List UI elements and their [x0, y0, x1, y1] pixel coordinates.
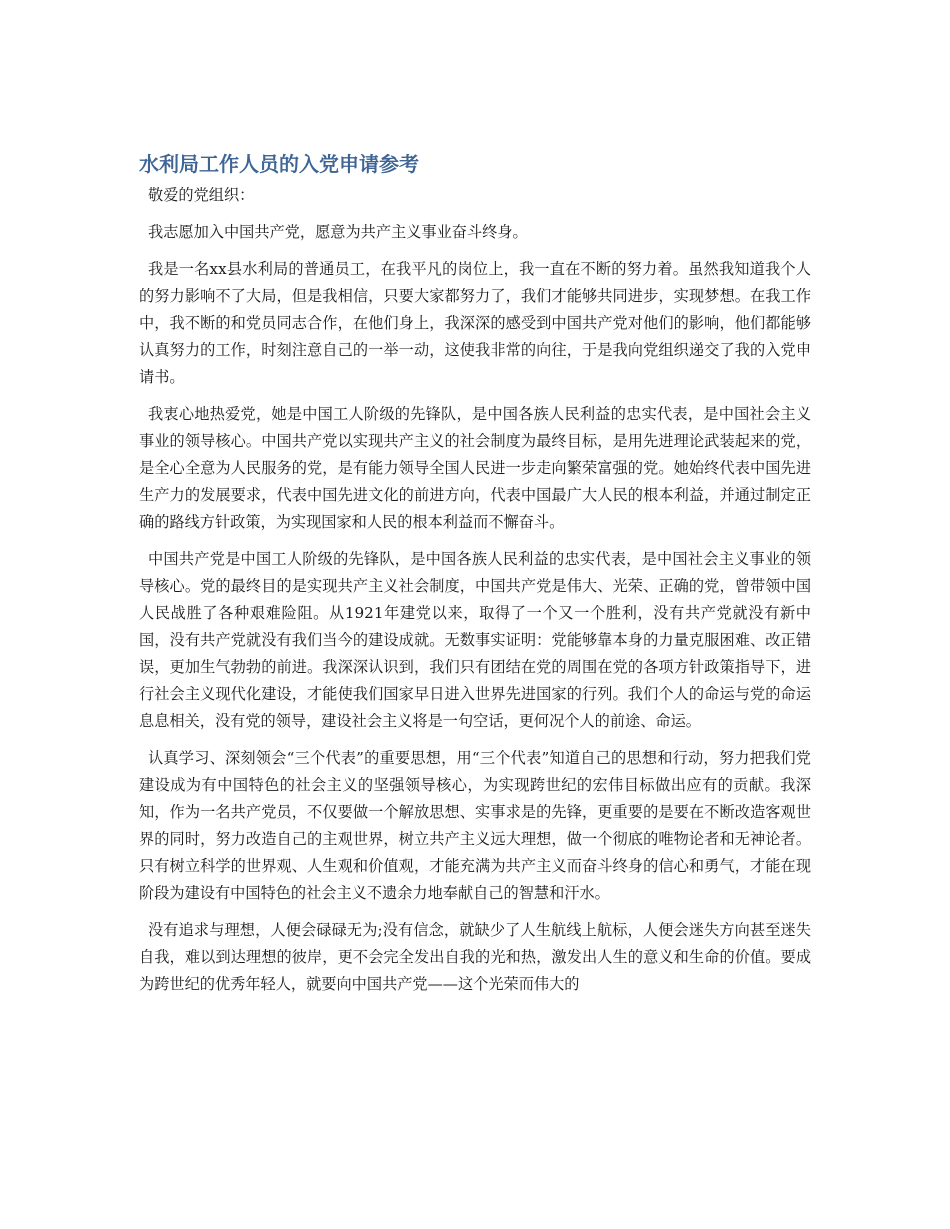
paragraph-three-represents: 认真学习、深刻领会“三个代表”的重要思想，用“三个代表”知道自己的思想和行动，努力把我们党建设成为有中国特色的社会主义的坚强领导核心，为实现跨世纪的宏伟目标做出应有的贡献。我深知，作为一名共产党员，不仅要做一个解放思想、实事求是的先锋，更重要的是要在不断改造客观世界的同时，努力改造自己的主观世界，树立共产主义远大理想，做一个彻底的唯物论者和无神论者。只有树立科学的世界观、人生观和价值观，才能充满为共产主义而奋斗终身的信心和勇气，才能在现阶段为建设有中国特色的社会主义不遗余力地奉献自己的智慧和汗水。 — [139, 749, 811, 902]
document-page — [139, 148, 811, 1008]
paragraph-love-for-party: 我衷心地热爱党，她是中国工人阶级的先锋队，是中国各族人民利益的忠实代表，是中国社会主义事业的领导核心。中国共产党以实现共产主义的社会制度为最终目标，是用先进理论武装起来的党，是全心全意为人民服务的党，是有能力领导全国人民进一步走向繁荣富强的党。她始终代表中国先进生产力的发展要求，代表中国先进文化的前进方向，代表中国最广大人民的根本利益，并通过制定正确的路线方针政策，为实现国家和人民的根本利益而不懈奋斗。 — [139, 405, 811, 531]
paragraph-personal-background: 我是一名xx县水利局的普通员工，在我平凡的岗位上，我一直在不断的努力着。虽然我知道我个人的努力影响不了大局，但是我相信，只要大家都努力了，我们才能够共同进步，实现梦想。在我工作中，我不断的和党员同志合作，在他们身上，我深深的感受到中国共产党对他们的影响，他们都能够认真努力的工作，时刻注意自己的一举一动，这使我非常的向往，于是我向党组织递交了我的入党申请书。 — [139, 260, 811, 386]
paragraph-ideals: 没有追求与理想，人便会碌碌无为;没有信念，就缺少了人生航线上航标，人便会迷失方向甚至迷失自我，难以到达理想的彼岸，更不会完全发出自我的光和热，激发出人生的意义和生命的价值。要成为跨世纪的优秀年轻人，就要向中国共产党——这个光荣而伟大的 — [139, 921, 811, 993]
paragraph-intent: 我志愿加入中国共产党，愿意为共产主义事业奋斗终身。 — [148, 223, 528, 241]
paragraph-party-history: 中国共产党是中国工人阶级的先锋队，是中国各族人民利益的忠实代表，是中国社会主义事业的领导核心。党的最终目的是实现共产主义社会制度，中国共产党是伟大、光荣、正确的党，曾带领中国人民战胜了各种艰难险阻。从1921年建党以来，取得了一个又一个胜利，没有共产党就没有新中国，没有共产党就没有我们当今的建设成就。无数事实证明：党能够靠本身的力量克服困难、改正错误，更加生气勃勃的前进。我深深认识到，我们只有团结在党的周围在党的各项方针政策指导下，进行社会主义现代化建设，才能使我们国家早日进入世界先进国家的行列。我们个人的命运与党的命运息息相关，没有党的领导，建设社会主义将是一句空话，更何况个人的前途、命运。 — [139, 550, 811, 730]
salutation: 敬爱的党组织： — [148, 186, 255, 204]
document-title: 水利局工作人员的入党申请参考 — [139, 152, 419, 176]
